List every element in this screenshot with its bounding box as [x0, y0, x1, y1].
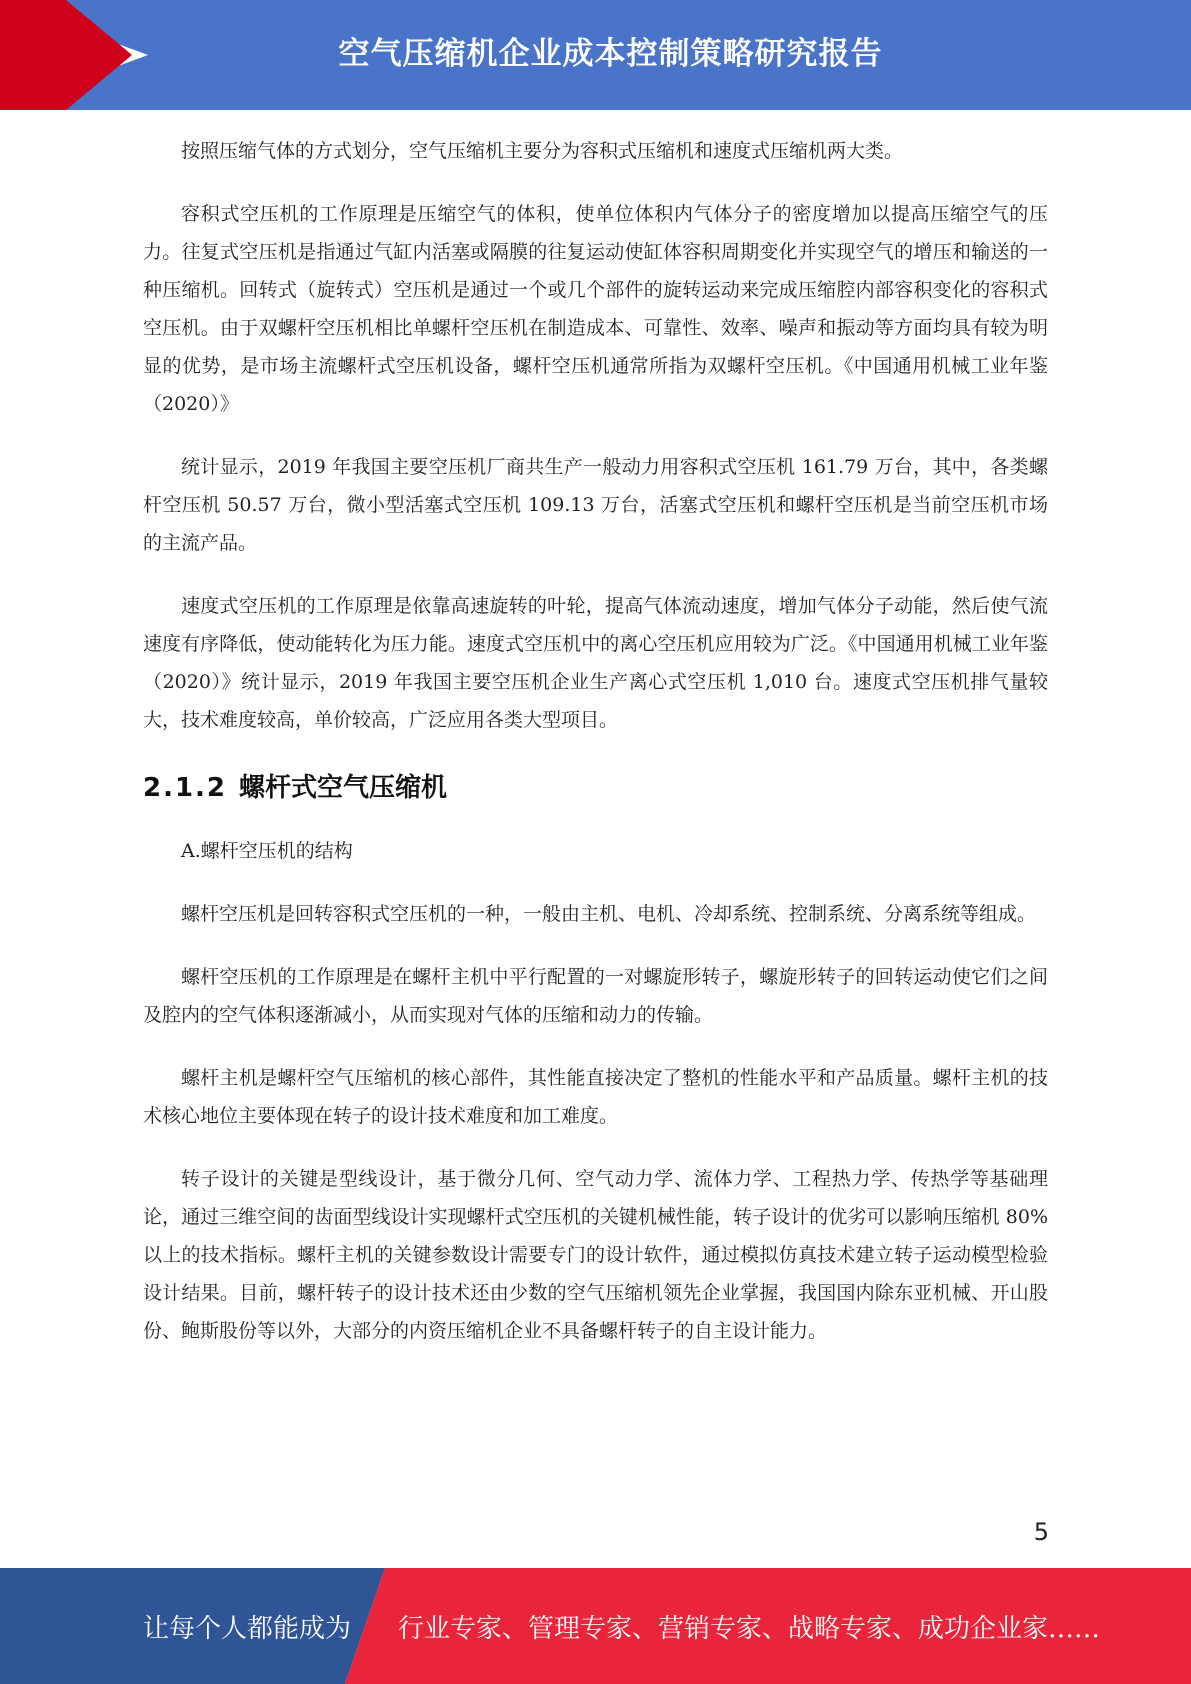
page-header: [0, 0, 1191, 110]
paragraph: 转子设计的关键是型线设计，基于微分几何、空气动力学、流体力学、工程热力学、传热学等基础理论，通过三维空间的齿面型线设计实现螺杆式空压机的关键机械性能，转子设计的优劣可以影响压缩机 80%以上的技术指标。螺杆主机的关键参数设计需要专门的设计软件，通过模拟仿真技术建立转子运动模型检验设计结果。目前，螺杆转子的设计技术还由少数的空气压缩机领先企业掌握，我国国内除东亚机械、开山股份、鲍斯股份等以外，大部分的内资压缩机企业不具备螺杆转子的自主设计能力。: [143, 1168, 1048, 1342]
paragraph: 螺杆主机是螺杆空气压缩机的核心部件，其性能直接决定了整机的性能水平和产品质量。螺杆主机的技术核心地位主要体现在转子的设计技术难度和加工难度。: [143, 1067, 1048, 1127]
footer-slogan-left: 让每个人都能成为: [143, 1614, 352, 1644]
paragraph: 容积式空压机的工作原理是压缩空气的体积，使单位体积内气体分子的密度增加以提高压缩空气的压力。往复式空压机是指通过气缸内活塞或隔膜的往复运动使缸体容积周期变化并实现空气的增压和输送的一种压缩机。回转式（旋转式）空压机是通过一个或几个部件的旋转运动来完成压缩腔内部容积变化的容积式空压机。由于双螺杆空压机相比单螺杆空压机在制造成本、可靠性、效率、噪声和振动等方面均具有较为明显的优势，是市场主流螺杆式空压机设备，螺杆空压机通常所指为双螺杆空压机。《中国通用机械工业年鉴（2020）》: [143, 203, 1048, 415]
paragraph: 螺杆空压机的工作原理是在螺杆主机中平行配置的一对螺旋形转子，螺旋形转子的回转运动使它们之间及腔内的空气体积逐渐减小，从而实现对气体的压缩和动力的传输。: [143, 966, 1048, 1026]
section-title: 螺杆式空气压缩机: [239, 773, 448, 803]
footer-slogan-right: 行业专家、管理专家、营销专家、战略专家、成功企业家……: [398, 1614, 1101, 1644]
document-body: [143, 132, 1048, 1375]
paragraph: 速度式空压机的工作原理是依靠高速旋转的叶轮，提高气体流动速度，增加气体分子动能，然后使气流速度有序降低，使动能转化为压力能。速度式空压机中的离心空压机应用较为广泛。《中国通用机械工业年鉴（2020）》统计显示，2019 年我国主要空压机企业生产离心式空压机 1,010 台。速度式空压机排气量较大，技术难度较高，单价较高，广泛应用各类大型项目。: [143, 595, 1048, 731]
subheading: A.螺杆空压机的结构: [181, 840, 353, 862]
paragraph: 螺杆空压机是回转容积式空压机的一种，一般由主机、电机、冷却系统、控制系统、分离系统等组成。: [181, 903, 1037, 925]
section-number: 2.1.2: [143, 773, 228, 803]
report-title: 空气压缩机企业成本控制策略研究报告: [338, 36, 883, 72]
page-number: 5: [1033, 1518, 1049, 1546]
paragraph: 按照压缩气体的方式划分，空气压缩机主要分为容积式压缩机和速度式压缩机两大类。: [181, 140, 904, 162]
paragraph: 统计显示，2019 年我国主要空压机厂商共生产一般动力用容积式空压机 161.79 万台，其中，各类螺杆空压机 50.57 万台，微小型活塞式空压机 109.13 万台，活塞式空压机和螺杆空压机是当前空压机市场的主流产品。: [143, 456, 1048, 554]
section-heading: [143, 764, 1048, 812]
page-footer: [0, 1568, 1191, 1684]
